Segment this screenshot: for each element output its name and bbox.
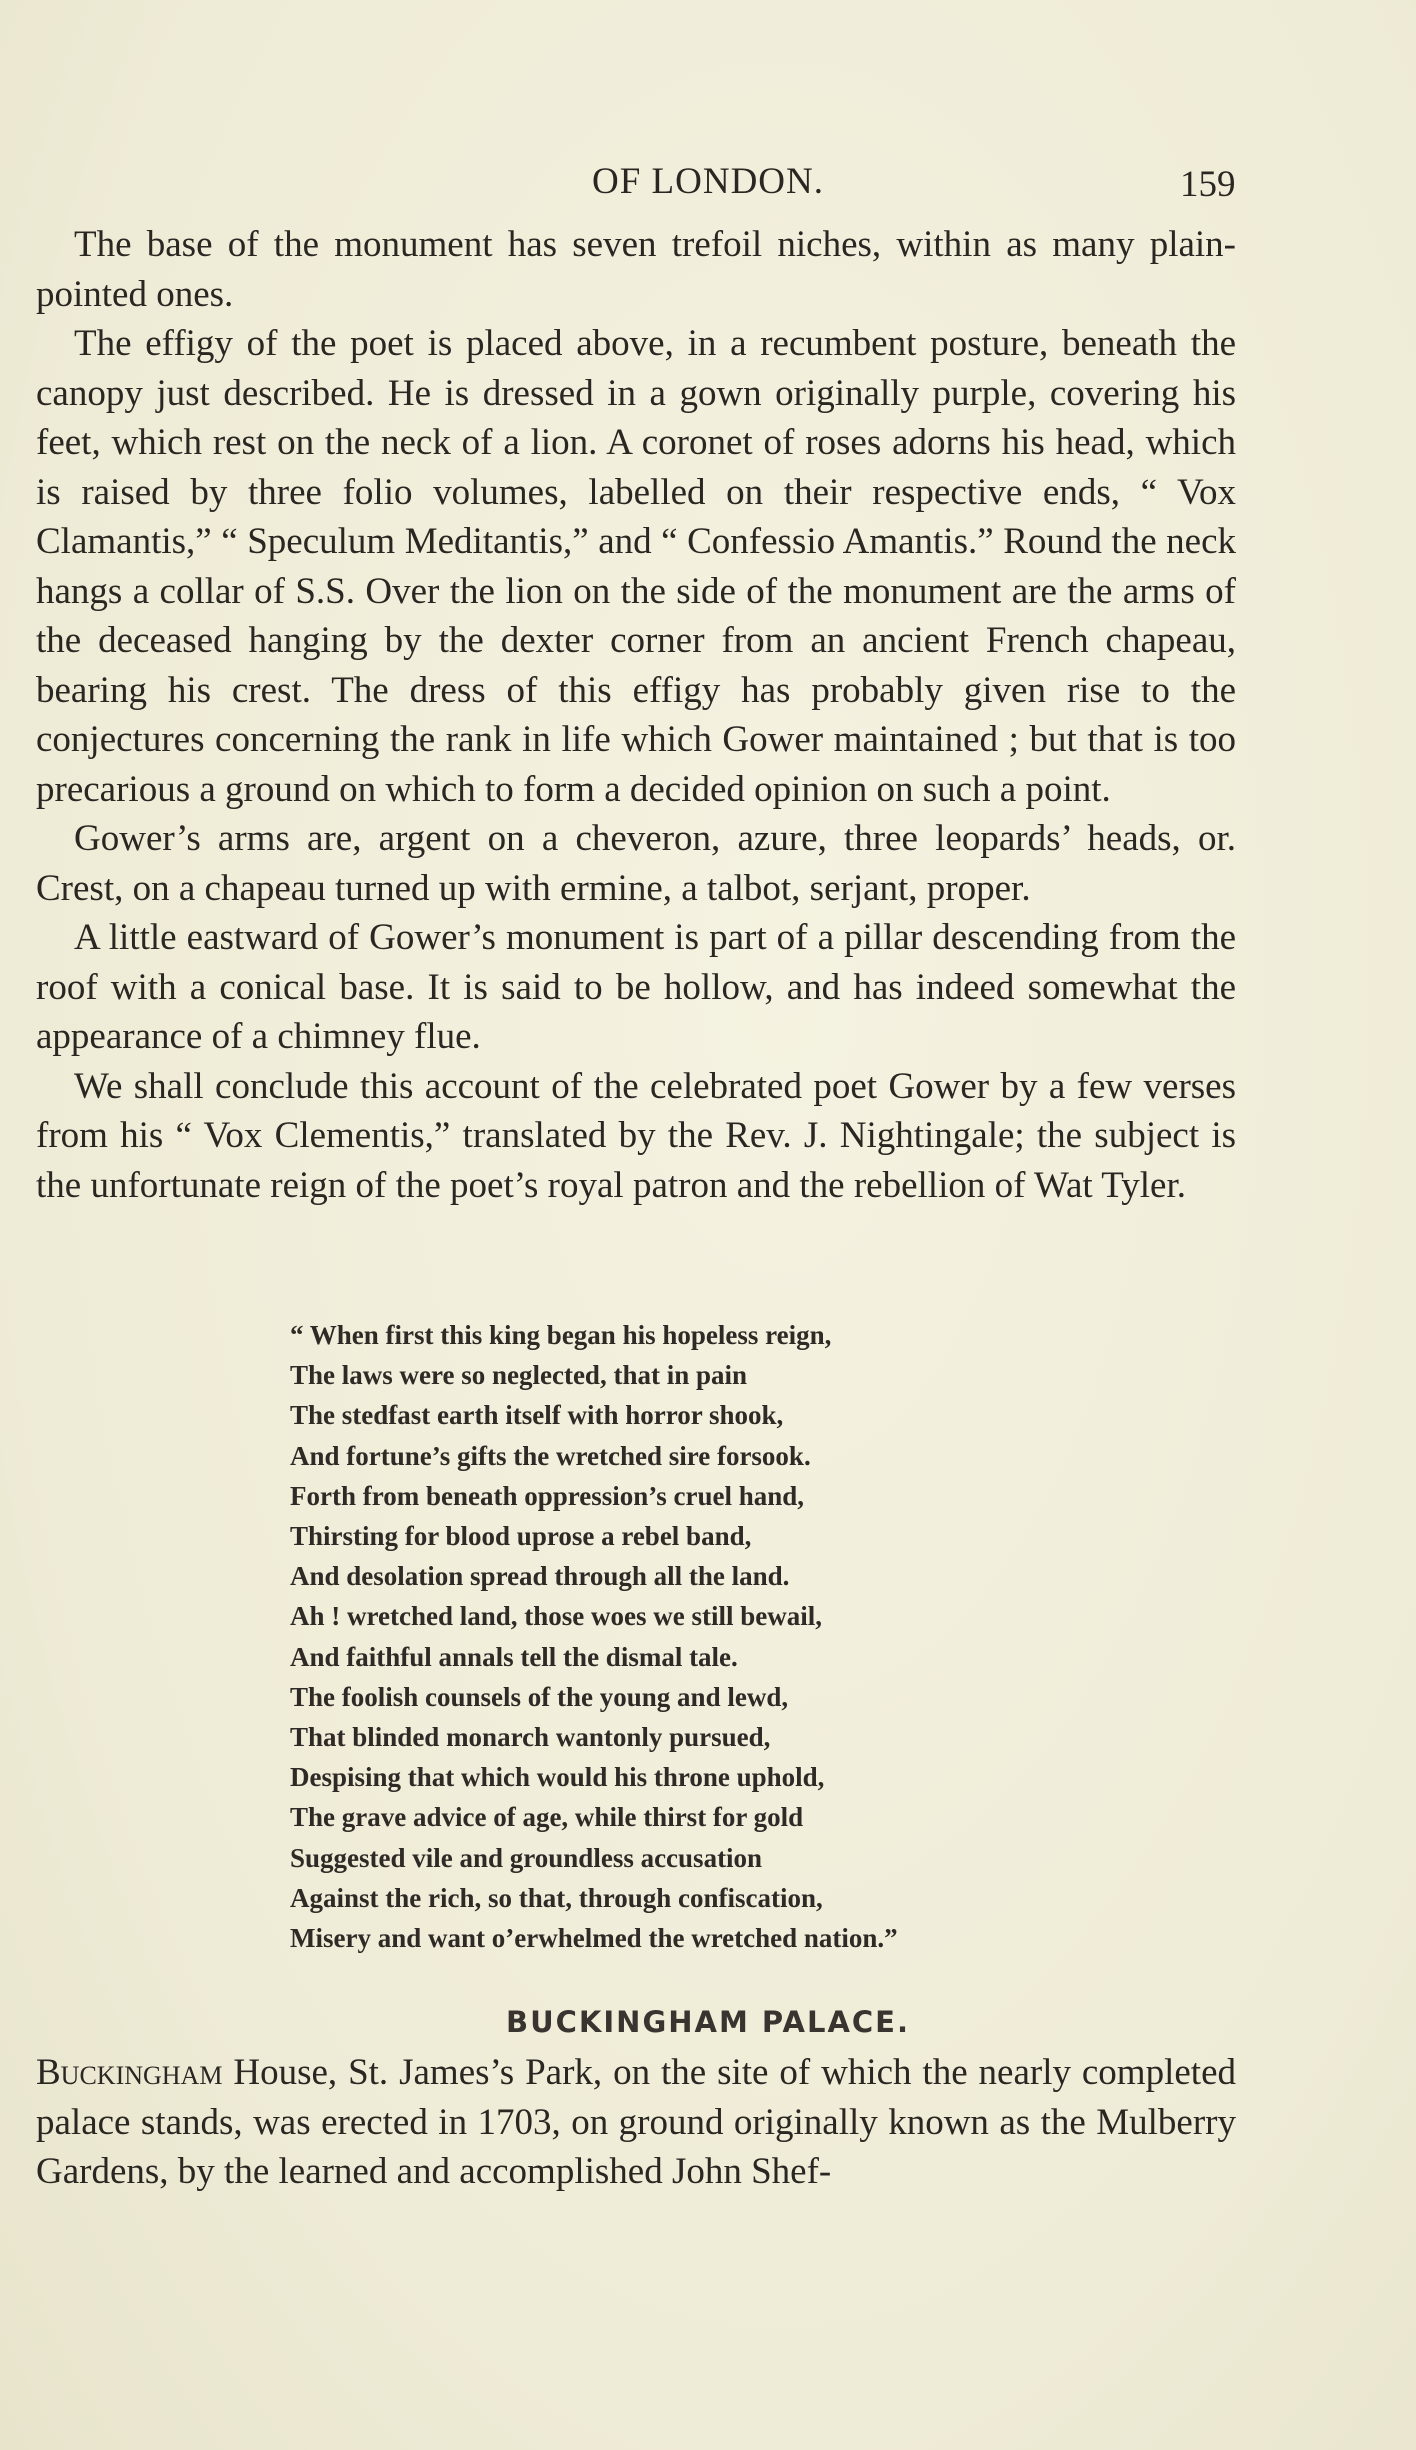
paragraph: The base of the monument has seven trefoil niches, within as many plain-pointed ones. (36, 224, 1236, 315)
section-heading: BUCKINGHAM PALACE. (505, 2005, 910, 2039)
paragraph (36, 2048, 1236, 2197)
paragraph: A little eastward of Gower’s monument is part of a pillar descending from the roof with a conical base. It is said to be hollow, and has indeed somewhat the appearance of a chimney flue. (36, 917, 1236, 1057)
verse-line: The stedfast earth itself with horror shook, (290, 1400, 784, 1431)
verse-line: The foolish counsels of the young and lewd, (290, 1681, 789, 1712)
verse-line: Misery and want o’erwhelmed the wretched nation.” (290, 1923, 898, 1954)
paragraph: Gower’s arms are, argent on a cheveron, azure, three leopards’ heads, or. Crest, on a chapeau turned up with ermine, a talbot, serjant, proper. (36, 818, 1236, 909)
verse-line: Suggested vile and groundless accusation (290, 1842, 763, 1873)
verse-line: The laws were so neglected, that in pain (290, 1360, 747, 1391)
verse-line: That blinded monarch wantonly pursued, (290, 1722, 771, 1753)
verse-line: The grave advice of age, while thirst for gold (290, 1802, 804, 1833)
verse-line: “ When first this king began his hopeless reign, (290, 1320, 832, 1350)
verse-line: Thirsting for blood uprose a rebel band, (290, 1521, 752, 1552)
verse-line: And desolation spread through all the land. (290, 1561, 790, 1592)
verse-line: And faithful annals tell the dismal tale. (290, 1641, 738, 1672)
body-text (36, 220, 1236, 1210)
section-text (36, 2048, 1236, 2197)
verse-line: Forth from beneath oppression’s cruel hand, (290, 1480, 805, 1511)
paragraph: We shall conclude this account of the celebrated poet Gower by a few verses from his “ Vox Clementis,” translated by the Rev. J. Nightingale; the subject is the unfortunate reign of the poet’s royal patron and the rebellion of Wat Tyler. (36, 1065, 1236, 1206)
verse-line: Ah ! wretched land, those woes we still bewail, (290, 1601, 822, 1632)
running-title: OF LONDON. (592, 161, 824, 202)
paragraph: The effigy of the poet is placed above, in a recumbent posture, beneath the canopy just described. He is dressed in a gown originally purple, covering his feet, which rest on the neck of a lion. A coronet of roses adorns his head, which is raised by three folio volumes, labelled on their respective ends, “ Vox Clamantis,” “ Speculum Meditantis,” and “ Confessio Amantis.” Round the neck hangs a collar of S.S. Over the lion on the side of the monument are the arms of the deceased hanging by the dexter corner from an ancient French chapeau, bearing his crest. The dress of this effigy has probably given rise to the conjectures concerning the rank in life which Gower maintained ; but that is too precarious a ground on which to form a decided opinion on such a point. (36, 323, 1236, 810)
page-number: 159 (1180, 164, 1236, 205)
verse-line: Against the rich, so that, through confiscation, (290, 1882, 823, 1913)
verse-line: Despising that which would his throne uphold, (290, 1762, 825, 1793)
lead-smallcaps: Buckingham (36, 2052, 223, 2093)
verse-line: And fortune’s gifts the wretched sire forsook. (290, 1440, 811, 1471)
verse-quotation (290, 1315, 1070, 1958)
paragraph-rest: House, St. James’s Park, on the site of which the nearly completed palace stands, was erected in 1703, on ground originally known as the Mulberry Gardens, by the learned and accomplished John Shef- (36, 2052, 1236, 2192)
